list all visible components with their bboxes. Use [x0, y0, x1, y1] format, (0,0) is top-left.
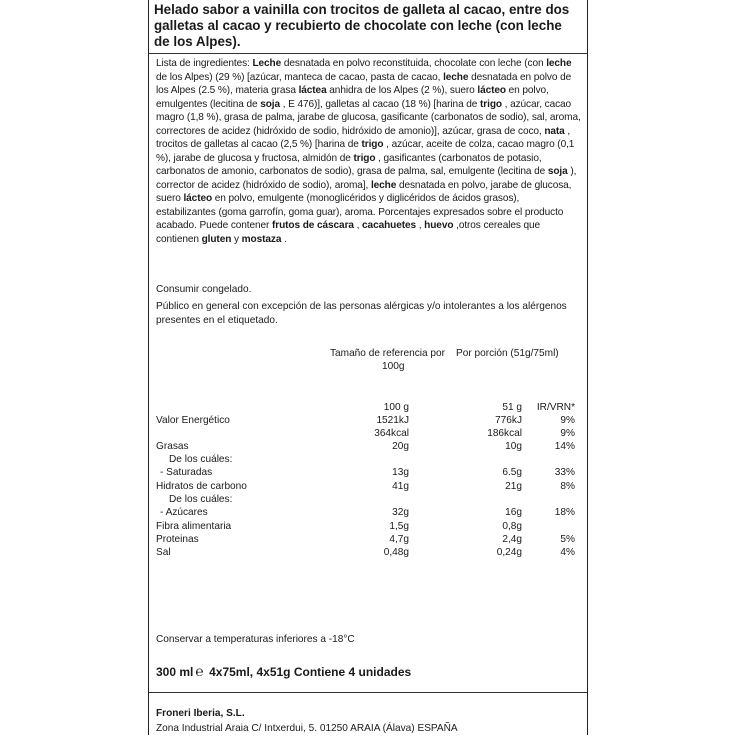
- ingredient-text: desnatada en polvo reconstituida, chocolate con leche (con: [281, 58, 547, 69]
- nutrient-label: De los cuáles:: [169, 494, 233, 505]
- nutrient-label: Valor Energético: [156, 415, 230, 426]
- allergen-term: huevo: [424, 220, 454, 231]
- ingredient-text: Lista de ingredientes:: [156, 58, 253, 69]
- e-mark-icon: ℮: [195, 663, 204, 679]
- ingredient-text: en polvo, emulgente (monoglicéridos y diglicéridos de ácidos grasos), estabilizantes (goma garrofín, goma guar), aroma. Porcentajes expresados sobre el producto acabado. Puede contener: [156, 193, 564, 231]
- allergen-term: Leche: [252, 58, 282, 69]
- ingredient-text: desnatada en polvo, jarabe de glucosa, suero: [156, 179, 572, 204]
- allergen-term: soja: [547, 166, 568, 177]
- nutrient-value-portion: 0,24g: [496, 547, 522, 558]
- nutrient-value-portion: 21g: [505, 481, 522, 492]
- product-label: [148, 0, 588, 735]
- nutrient-value-portion: 6.5g: [502, 467, 522, 478]
- ingredient-text: anhidra de los Alpes (2 %), suero: [326, 85, 478, 96]
- product-title: Helado sabor a vainilla con trocitos de galleta al cacao, entre dos galletas al cacao y recubierto de chocolate con leche (con leche de los Alpes).: [149, 0, 587, 54]
- nutrient-label: Hidratos de carbono: [156, 481, 247, 492]
- ingredient-text: ,otros cereales que contienen: [156, 220, 541, 245]
- nutrition-ref-100g: 100g: [382, 361, 405, 372]
- allergen-term: trigo: [480, 98, 502, 110]
- allergen-notice: Público en general con excepción de las personas alérgicas y/o intolerantes a los alérgenos presentes en el etiquetado.: [156, 301, 567, 326]
- nutrient-ir-percent: 33%: [554, 467, 575, 478]
- allergen-term: láctea: [298, 85, 327, 96]
- col-ir-header: IR/VRN*: [536, 402, 575, 413]
- nutrient-label: Proteinas: [156, 534, 199, 545]
- ingredient-text: , E 476)], galletas al cacao (18 %) [harina de: [280, 98, 481, 110]
- nutrient-ir-percent: 4%: [560, 547, 575, 558]
- allergen-term: soja: [260, 98, 281, 110]
- allergen-term: leche: [546, 58, 572, 69]
- ingredient-text: , azúcar, cacao magro (1,8 %), grasa de palma, jarabe de glucosa, gasificante (carbonatos de sodio), sal, aroma, correctores de acidez (hidróxido de sodio, hidróxido de amonio)], azúcar, grasa de coco,: [156, 98, 581, 137]
- storage-instruction: Conservar a temperaturas inferiores a -18°C: [156, 634, 355, 645]
- ingredient-text: , azúcar, aceite de colza, cacao magro (0,1 %), jarabe de glucosa y fructosa, almidón de: [156, 139, 575, 164]
- ingredient-text: , gasificantes (carbonatos de potasio, carbonatos de amonio, carbonatos de sodio), grasa de palma, sal, emulgente (lecitina de: [156, 152, 548, 177]
- nutrient-value-100g: 0,48g: [383, 547, 409, 558]
- col-100g-header: 100 g: [383, 402, 409, 413]
- nutrient-value-portion: 10g: [505, 441, 522, 452]
- nutrient-value-portion: 16g: [505, 507, 522, 518]
- nutrient-value-portion: 776kJ: [495, 415, 522, 426]
- allergen-term: mostaza: [241, 233, 282, 245]
- nutrient-value-portion: 186kcal: [487, 428, 522, 439]
- ingredient-text: de los Alpes) (29 %) [azúcar, manteca de cacao, pasta de cacao,: [156, 71, 444, 83]
- company-name: Froneri Iberia, S.L.: [156, 708, 245, 719]
- ingredients-list: [149, 54, 587, 246]
- nutrient-value-portion: 2,4g: [502, 534, 522, 545]
- nutrient-ir-percent: 9%: [560, 415, 575, 426]
- nutrient-ir-percent: 14%: [554, 441, 575, 452]
- nutrient-label: - Saturadas: [160, 467, 213, 478]
- allergen-term: leche: [370, 179, 397, 191]
- allergen-term: gluten: [201, 233, 232, 245]
- nutrient-value-100g: 1,5g: [389, 521, 409, 532]
- nutrition-portion-label: Por porción (51g/75ml): [456, 348, 559, 359]
- nutrient-value-100g: 41g: [392, 481, 409, 492]
- allergen-term: lácteo: [183, 193, 213, 204]
- nutrient-label: Fibra alimentaria: [156, 521, 232, 532]
- nutrient-value-100g: 13g: [392, 467, 409, 478]
- nutrient-value-100g: 1521kJ: [376, 415, 409, 426]
- net-volume: 300 ml: [156, 665, 194, 679]
- nutrition-ref-label: Tamaño de referencia por: [330, 348, 446, 359]
- nutrient-label: Grasas: [156, 441, 189, 452]
- nutrient-value-100g: 4,7g: [389, 534, 409, 545]
- nutrient-value-100g: 364kcal: [374, 428, 409, 439]
- nutrient-ir-percent: 18%: [554, 507, 575, 518]
- nutrient-label: - Azúcares: [160, 507, 208, 518]
- ingredient-text: .: [281, 233, 287, 245]
- nutrient-ir-percent: 5%: [560, 534, 575, 545]
- nutrient-value-100g: 20g: [392, 441, 409, 452]
- nutrient-value-100g: 32g: [392, 507, 409, 518]
- ingredient-text: , trocitos de galletas al cacao (2,5 %) [harina de: [156, 125, 571, 150]
- nutrient-ir-percent: 9%: [560, 428, 575, 439]
- ingredient-text: desnatada en polvo de los Alpes (2.5 %), materia grasa: [156, 71, 572, 96]
- net-content: [156, 664, 411, 679]
- nutrient-ir-percent: 8%: [560, 481, 575, 492]
- nutrient-label: Sal: [156, 547, 171, 558]
- nutrient-value-portion: 0,8g: [502, 521, 522, 532]
- ingredient-text: ), corrector de acidez (hidróxido de sodio), aroma],: [156, 166, 577, 191]
- ingredient-text: y: [231, 233, 242, 245]
- ingredient-text: en polvo, emulgentes (lecitina de: [156, 85, 549, 110]
- divider: [149, 692, 587, 693]
- allergen-term: cacahuetes: [362, 220, 417, 231]
- net-detail: 4x75ml, 4x51g Contiene 4 unidades: [209, 665, 412, 679]
- allergen-term: leche: [443, 71, 469, 83]
- consume-instruction: Consumir congelado.: [156, 284, 252, 295]
- ingredient-text: ,: [416, 220, 425, 231]
- nutrient-label: De los cuáles:: [169, 454, 233, 465]
- allergen-term: trigo: [361, 139, 384, 150]
- allergen-term: trigo: [353, 152, 376, 164]
- company-address: Zona Industrial Araia C/ Intxerdui, 5. 01250 ARAIA (Álava) ESPAÑA: [156, 723, 458, 734]
- allergen-term: nata: [544, 125, 565, 137]
- allergen-term: lácteo: [477, 85, 506, 96]
- allergen-term: frutos de cáscara: [272, 220, 354, 231]
- col-portion-header: 51 g: [502, 402, 522, 413]
- ingredient-text: ,: [353, 220, 363, 231]
